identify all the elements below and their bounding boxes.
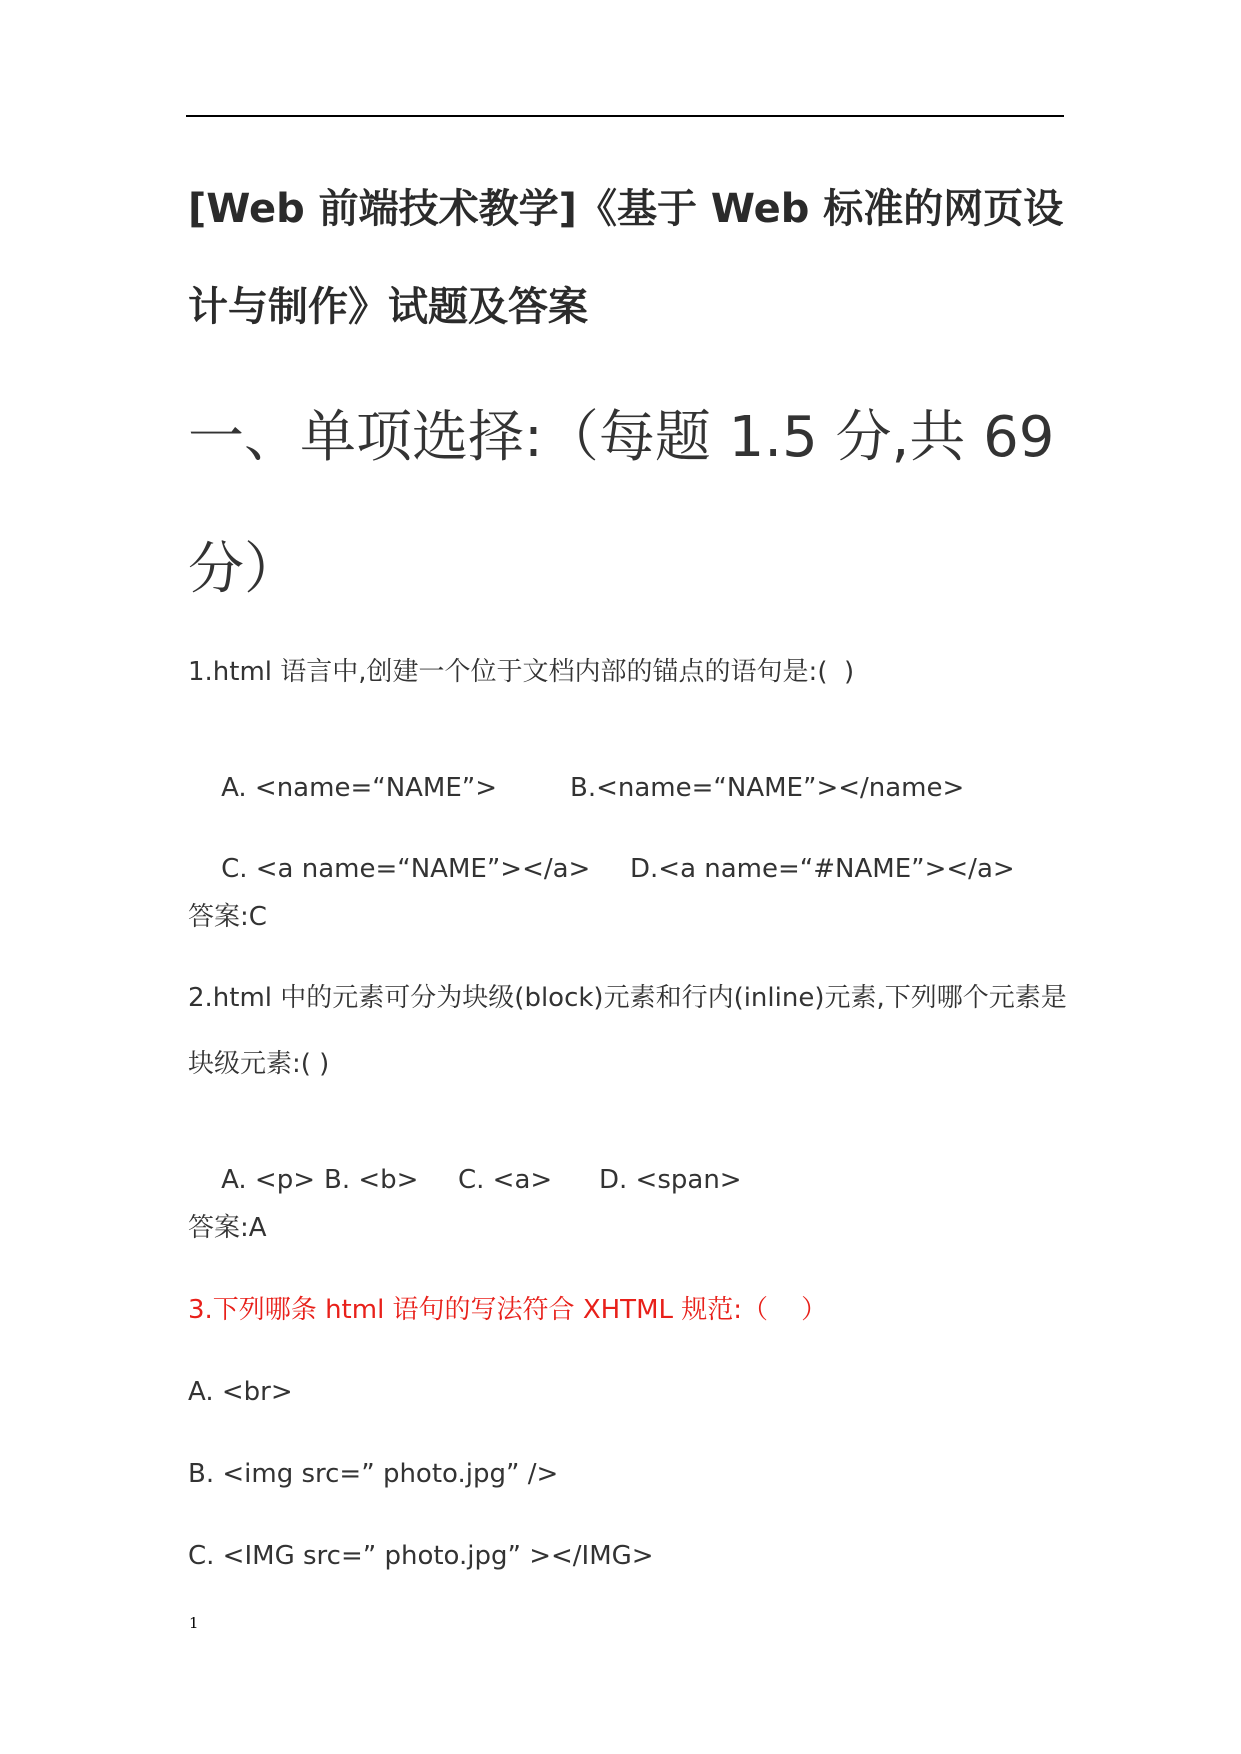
question-1-option-b: B.<name=“NAME”></name> bbox=[570, 773, 965, 803]
question-2-options-row bbox=[188, 1129, 1068, 1231]
question-2-option-b: B. <b> bbox=[324, 1165, 419, 1195]
question-1-options-row-2 bbox=[188, 818, 1068, 920]
question-1-option-c: C. <a name=“NAME”></a> bbox=[221, 854, 591, 884]
question-2-option-a: A. <p> bbox=[221, 1165, 315, 1195]
question-3-option-b: B. <img src=” photo.jpg” /> bbox=[188, 1459, 559, 1489]
section-heading: 一、单项选择:（每题 1.5 分,共 69 分） bbox=[188, 405, 1055, 602]
question-2-option-d: D. <span> bbox=[599, 1165, 742, 1195]
question-1-prompt: 1.html 语言中,创建一个位于文档内部的锚点的语句是:( ) bbox=[188, 657, 855, 687]
question-1-option-d: D.<a name=“#NAME”></a> bbox=[630, 854, 1015, 884]
question-3-option-c: C. <IMG src=” photo.jpg” ></IMG> bbox=[188, 1541, 654, 1571]
question-3-option-a: A. <br> bbox=[188, 1377, 293, 1407]
document-title: [Web 前端技术教学]《基于 Web 标准的网页设计与制作》试题及答案 bbox=[188, 186, 1064, 330]
question-2-prompt: 2.html 中的元素可分为块级(block)元素和行内(inline)元素,下列哪个元素是块级元素:( ) bbox=[188, 983, 1067, 1079]
question-3-prompt: 3.下列哪条 html 语句的写法符合 XHTML 规范:（ ） bbox=[188, 1295, 828, 1325]
question-1-answer: 答案:C bbox=[188, 902, 267, 932]
question-1-option-a: A. <name=“NAME”> bbox=[221, 773, 498, 803]
question-2-answer: 答案:A bbox=[188, 1213, 267, 1243]
page-number: 1 bbox=[189, 1614, 199, 1632]
question-2-option-c: C. <a> bbox=[458, 1165, 553, 1195]
header-rule bbox=[186, 115, 1064, 117]
